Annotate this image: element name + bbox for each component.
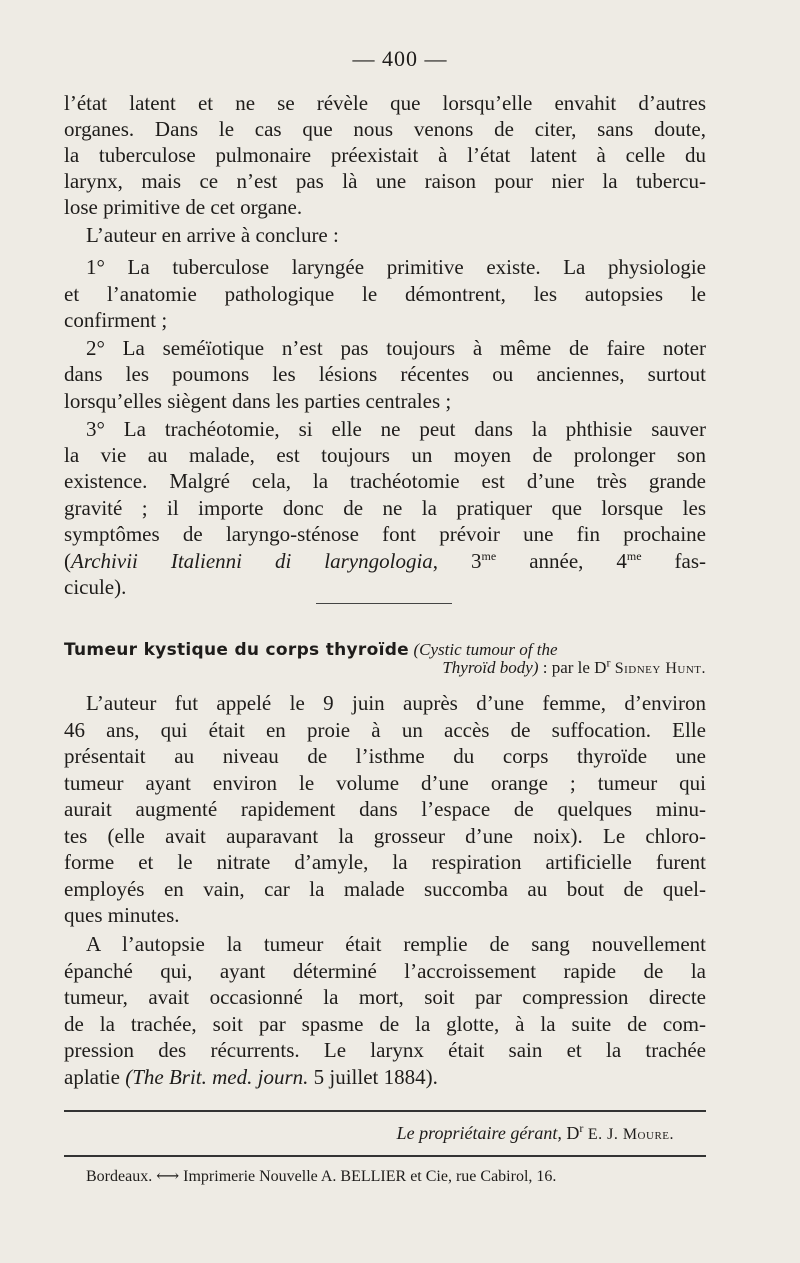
byline-prefix: : par le D (542, 658, 607, 677)
text-line: présentait au niveau de l’isthme du corps thyroïde une (64, 744, 706, 768)
text-line: existence. Malgré cela, la trachéotomie est d’une très grande (64, 469, 706, 493)
text-line: et l’anatomie pathologique le démontrent, les autopsies le (64, 282, 706, 306)
fascicle-word: fas- (674, 549, 707, 573)
imprint-text: Imprimerie Nouvelle A. BELLIER et Cie, rue Cabirol, 16. (183, 1168, 557, 1185)
text-line: organes. Dans le cas que nous venons de citer, sans doute, (64, 117, 706, 141)
year-word: année, (529, 549, 584, 573)
text-line: l’état latent et ne se révèle que lorsqu’elle envahit d’autres (64, 91, 706, 115)
text-line: aurait augmenté rapidement dans l’espace de quelques minu- (64, 797, 706, 821)
text-line: la tuberculose pulmonaire préexistait à l’état latent à celle du (64, 143, 706, 167)
arrow-icon: ⟷ (156, 1168, 180, 1185)
footer-rule (64, 1110, 706, 1112)
superscript: r (579, 1121, 584, 1135)
reference-open: ( (64, 549, 71, 573)
conclusion-intro: L’auteur en arrive à conclure : (86, 223, 339, 247)
article-byline (64, 656, 706, 680)
journal-date: 5 juillet 1884). (313, 1065, 438, 1089)
text-line: 2° La seméïotique n’est pas toujours à même de faire noter (86, 336, 706, 360)
author-name: Sidney Hunt. (614, 660, 706, 677)
text-line: tumeur, avait occasionné la mort, soit par compression directe (64, 985, 706, 1009)
printer-imprint (86, 1164, 556, 1190)
signature-title: D (566, 1123, 580, 1143)
text-line: épanché qui, ayant déterminé l’accroissement rapide de la (64, 959, 706, 983)
signature-role: Le propriétaire gérant, (396, 1123, 562, 1143)
text-line: employés en vain, car la malade succomba au bout de quel- (64, 877, 706, 901)
journal-title: (The Brit. med. journ. (125, 1065, 309, 1089)
text-line: symptômes de laryngo-sténose font prévoir une fin prochaine (64, 522, 706, 546)
journal-title: Archivii Italienni di laryngologia (71, 549, 433, 573)
text-line: 3° La trachéotomie, si elle ne peut dans la phthisie sauver (86, 417, 706, 441)
text-line: ques minutes. (64, 903, 180, 927)
article-title-fr: Tumeur kystique du corps thyroïde (64, 640, 409, 660)
text-line: larynx, mais ce n’est pas là une raison pour nier la tubercu- (64, 169, 706, 193)
text-line: A l’autopsie la tumeur était remplie de sang nouvellement (86, 932, 706, 956)
page-number: — 400 — (352, 46, 448, 71)
text-fragment: aplatie (64, 1065, 120, 1089)
text-line: tes (elle avait auparavant la grosseur d’une noix). Le chloro- (64, 824, 706, 848)
article-title-en-cont: Thyroïd body) (442, 658, 539, 677)
signature (397, 1120, 674, 1148)
text-line: lose primitive de cet organe. (64, 195, 303, 219)
imprint-city: Bordeaux. (86, 1168, 153, 1185)
text-line: de la trachée, soit par spasme de la glotte, à la suite de com- (64, 1012, 706, 1036)
text-line: forme et le nitrate d’amyle, la respiration artificielle furent (64, 850, 706, 874)
text-line: 46 ans, qui était en proie à un accès de suffocation. Elle (64, 718, 706, 742)
text-line: 1° La tuberculose laryngée primitive existe. La physiologie (86, 255, 706, 279)
reference-line: (Archivii Italienni di laryngologia, $3^{me}$ année, $4^{me}$ fas- (64, 549, 707, 573)
superscript: r (606, 655, 611, 670)
text-line: L’auteur fut appelé le 9 juin auprès d’une femme, d’environ (86, 691, 706, 715)
section-divider (316, 603, 452, 604)
footer-rule (64, 1155, 706, 1157)
fascicle-number: 4 (616, 549, 627, 573)
superscript: me (481, 549, 497, 563)
signature-name: E. J. Moure. (587, 1126, 674, 1143)
text-line: la vie au malade, est toujours un moyen de prolonger son (64, 443, 706, 467)
text-line: cicule). (64, 575, 127, 599)
text-line (64, 1064, 706, 1090)
text-line: lorsqu’elles siègent dans les parties centrales ; (64, 389, 452, 413)
text-line: pression des récurrents. Le larynx était sain et la trachée (64, 1038, 706, 1062)
text-line: tumeur ayant environ le volume d’une orange ; tumeur qui (64, 771, 706, 795)
text-line: confirment ; (64, 308, 168, 332)
superscript: me (626, 549, 642, 563)
year-number: 3 (471, 549, 482, 573)
text-line: gravité ; il importe donc de ne la pratiquer que lorsque les (64, 496, 706, 520)
article-title-en: (Cystic tumour of the (413, 640, 558, 659)
text-line: dans les poumons les lésions récentes ou anciennes, surtout (64, 362, 706, 386)
